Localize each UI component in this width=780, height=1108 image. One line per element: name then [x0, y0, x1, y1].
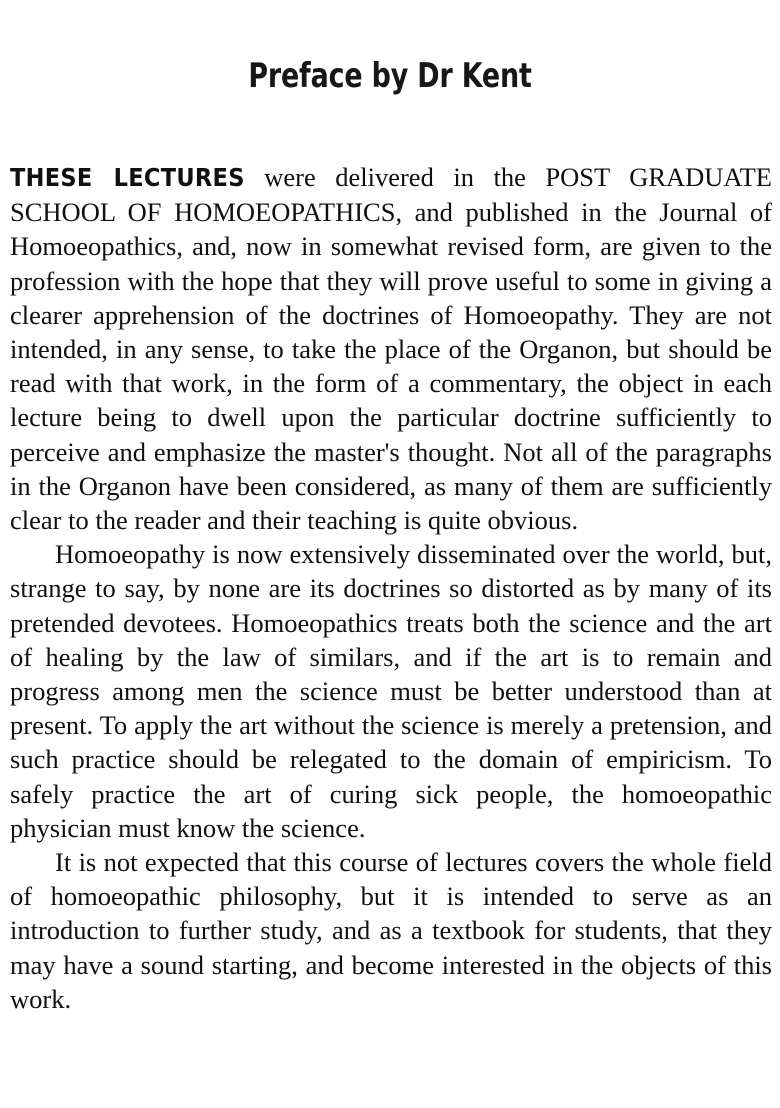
paragraph-2: Homoeopathy is now extensively disseminated over the world, but, strange to say, by none are its doctrines so distorted as by many of its pretended devotees. Homoeopathics treats both the science and the art of healing by the law of similars, and if the art is to remain and progress among men the science must be better understood than at present. To apply the art without the science is merely a pretension, and such practice should be relegated to the domain of empiricism. To safely practice the art of curing sick people, the homoeopathic physician must know the science. [10, 539, 772, 843]
paragraph-1-text: were delivered in the POST GRADUATE SCHOOL OF HOMOEOPATHICS, and published in the Journal of Homoeopathics, and, now in somewhat revised form, are given to the profession with the hope that they will prove useful to some in giving a clearer apprehension of the doctrines of Homoeopathy. They are not intended, in any sense, to take the place of the Organon, but should be read with that work, in the form of a commentary, the object in each lecture being to dwell upon the particular doctrine sufficiently to perceive and emphasize the master's thought. Not all of the paragraphs in the Organon have been considered, as many of them are sufficiently clear to the reader and their teaching is quite obvious. [10, 162, 772, 536]
paragraph-3: It is not expected that this course of lectures covers the whole field of homoeopathic philosophy, but it is intended to serve as an introduction to further study, and as a textbook for students, that they may have a sound starting, and become interested in the objects of this work. [10, 847, 772, 1014]
lead-phrase: THESE LECTURES [10, 163, 245, 192]
paragraph-1 [10, 160, 772, 537]
body-text-block [10, 160, 772, 1016]
page-title: Preface by Dr Kent [248, 55, 532, 96]
